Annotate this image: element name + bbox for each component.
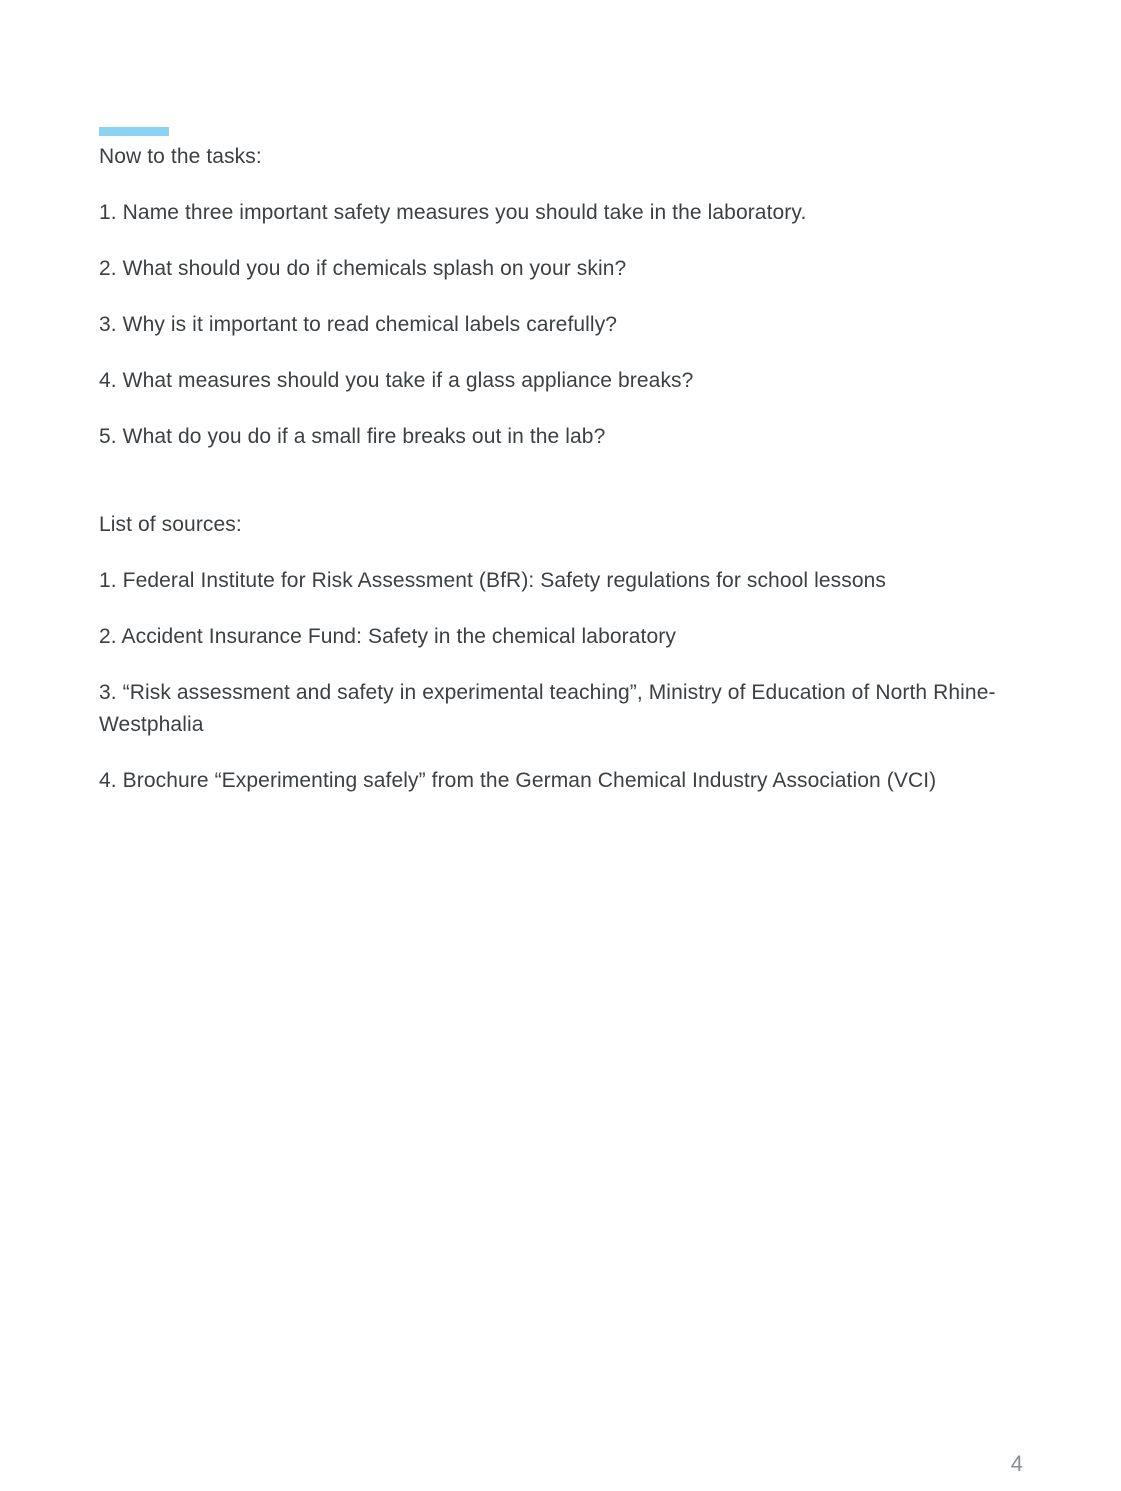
page-content bbox=[99, 127, 1023, 821]
task-item-4: 4. What measures should you take if a glass appliance breaks? bbox=[99, 369, 694, 392]
tasks-heading: Now to the tasks: bbox=[99, 145, 262, 168]
task-item-5: 5. What do you do if a small fire breaks out in the lab? bbox=[99, 425, 606, 448]
task-item-2: 2. What should you do if chemicals splash on your skin? bbox=[99, 257, 627, 280]
source-item-2: 2. Accident Insurance Fund: Safety in the chemical laboratory bbox=[99, 625, 676, 648]
source-item-4: 4. Brochure “Experimenting safely” from the German Chemical Industry Association (VCI) bbox=[99, 769, 937, 792]
task-item-3: 3. Why is it important to read chemical labels carefully? bbox=[99, 313, 618, 336]
page-number: 4 bbox=[1010, 1451, 1023, 1476]
source-item-1: 1. Federal Institute for Risk Assessment (BfR): Safety regulations for school lessons bbox=[99, 569, 886, 592]
sources-heading: List of sources: bbox=[99, 513, 242, 536]
source-item-3: 3. “Risk assessment and safety in experimental teaching”, Ministry of Education of North Rhine-Westphalia bbox=[99, 681, 996, 736]
task-item-1: 1. Name three important safety measures you should take in the laboratory. bbox=[99, 201, 807, 224]
accent-bar bbox=[99, 127, 169, 136]
